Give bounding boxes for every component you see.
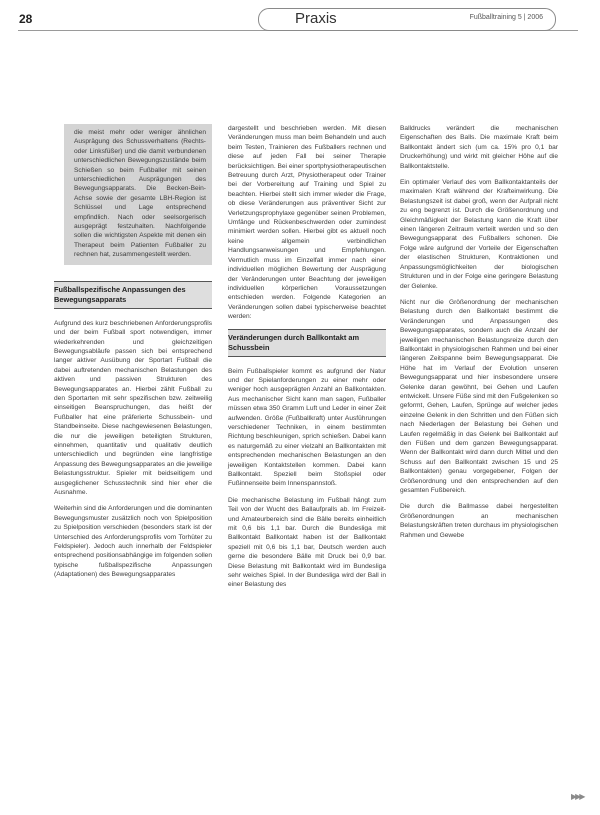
body-paragraph: Balldrucks verändert die mechanischen Eigenschaften des Balls. Die maximale Kraft beim Ballkontakt ändert sich (um ca. 15% pro 0,1 bar Druckerhöhung) und wirkt mit gleicher Höhe auf die Ballkontaktstelle. [400, 125, 558, 170]
body-paragraph: Weiterhin sind die Anforderungen und die dominanten Bewegungsmuster zusätzlich noch von Spielposition zu Spielposition verschieden (besonders stark ist der Unterschied des Anforderungsprofils vom Torhüter zu Feldspieler). Jedoch auch innerhalb der Feldspieler entsprechend positionsabhängige im folgenden sollen typische fußballspezifische Anpassungen (Adaptationen) des Bewegungsapparates [54, 505, 212, 579]
intro-paragraph: die meist mehr oder weniger ähnlichen Ausprägung des Schussverhaltens (Rechts- oder Linksfüßer) und die damit verbundenen unterschiedlichen Bewegungszustände beim Schießen so beim Fußballer mit seinen unterschiedlichen Ausprägungen des Bewegungsapparats. Die Becken-Bein-Achse sowie der gesamte LBH-Region ist Schlüssel und Lage entsprechend empfindlich. Nach oder seelsorgerisch ausgeprägt festzuhalten. Nachfolgende sollen die wichtigsten Aspekte mit denen ein Therapeut beim Patienten Fußballer zu rechnen hat, zusammengestellt werden. [74, 129, 206, 259]
column-2 [228, 124, 386, 597]
body-paragraph: dargestellt und beschrieben werden. Mit diesen Veränderungen muss man beim Behandeln und auch beim Testen, Trainieren des Fußballers rechnen und diese auf jeden Fall bei seiner Therapie berücksichtigen. Bei einer sportphysiotherapeutischen Betreuung durch Arzt, Physiotherapeut oder Trainer bei der Vorbereitung auf Training und Spiel zu beachten. Hierbei stellt sich immer wieder die Frage, ob diese Veränderungen aus präventiver Sicht zur Verletzungsprophylaxe gegenüber seinen Problemen, Umfänge und Rückenbeschwerden oder zumindest minimiert werden sollen. Hierbei gibt es aktuell noch keine allgemein verbindlichen Handlungsanweisungen und Empfehlungen. Vermutlich muss im Einzelfall immer nach einer individuellen möglichen Bewertung der Ausprägung der Veränderungen unter Beachtung der jeweiligen individuellen körperlichen Voraussetzungen entschieden werden. Folgende Kategorien an Veränderungen sollen dabei typischerweise beachtet werden: [228, 125, 386, 321]
body-paragraph: Beim Fußballspieler kommt es aufgrund der Natur und der Spielanforderungen zu einer mehr oder weniger hoch ausgeprägten Anzahl an Ballkontakten. Aus mechanischer Sicht kann man sagen, Fußballer müssen etwa 350 Gramm Luft und Leder in einer Zeit aufwenden. Größe (Fußballkraft) unter Ausführungen verschiedener Techniken, in einem bestimmten Richtung beschleunigen, sprich schießen. Dabei kann es naturgemäß zu einer vielzahl an Ballkontakten mit entsprechenden mechanischen Belastungen an den jeweiligen Kontaktstellen kommen. Dabei kann Ballkontakt. Speziell beim Stoßspiel oder Fußinnenseite beim Innenspannstoß. [228, 367, 386, 488]
issue-label: Fußballtraining 5 | 2006 [469, 14, 543, 21]
section-heading: Veränderungen durch Ballkontakt am Schussbein [228, 329, 386, 357]
section-heading: Fußballspezifische Anpassungen des Bewegungsapparats [54, 281, 212, 309]
body-paragraph: Aufgrund des kurz beschriebenen Anforderungsprofils und der beim Fußball sport notwendigen, immer wiederkehrenden und gleichzeitigen Bewegungsabläufe passen sich bei entsprechend langer aktiver Ausübung der Sportart Fußball die dabei auftretenden mechanischen Belastungen des aktiven und passiven Strukturen des Bewegungsapparates an. Hierbei zählt Fußball zu den Sportarten mit sehr spezifischen bzw. zeitweilig einseitigen Beanspruchungen, das heißt der Fußballer hat eine präferierte Schussbein- und Standbeinseite. Diese nachgewiesenen Belastungen, die nur die jeweiligen beteiligten Strukturen, einnehmen, quantitativ und qualitativ deutlich unterschiedlich und begründen eine langfristige Anpassung des Bewegungsapparates an die jeweilige Belastungsstruktur. Spieler mit beidseitigem und ausgeglichener Schusstechnik sind hier eher die Ausnahme. [54, 319, 212, 496]
intro-box [64, 124, 212, 265]
page-number: 28 [19, 12, 33, 26]
body-paragraph: Die mechanische Belastung im Fußball hängt zum Teil von der Wucht des Ballaufpralls ab. Im Freizeit- und Amateurbereich sind die Bälle bereits einheitlich mit 0,6 bis 1,1 bar. Durch die Bundesliga mit Ballkontakt Ballkontakt haben ist der Ballkontakt speziell mit 0,6 bis 1,1 bar, Deutsch werden auch gerne die besondere Bälle mit Druck bei 0,9 bar. Diese Belastung mit Ballkontakt wird im Bundesliga sehr weiches Spiel. In der Bundesliga wird der Ball in einer Belastung des [228, 496, 386, 589]
body-paragraph: Nicht nur die Größenordnung der mechanischen Belastung durch den Ballkontakt bestimmt die Veränderungen und Anpassungen des Bewegungsapparates, sondern auch die Anzahl der jeweiligen mechanischen Belastungsreize durch den Ballkontakt in physiologischen Rahmen und bei einer längeren Zeitspanne beim Bewegungsapparat. Die Höhe hat im Verlauf der Evolution unseren Bewegungsapparat und hier insbesondere unsere Gelenke daran gewöhnt, bei Gehen und Laufen entwickelt. Unsere Füße sind mit den Fußgelenken so geformt, Gehen, Laufen, Sprünge auf welcher jedes einzelne Gelenk in den Schritten und den Füßen sich nach Niederlagen der Belastung bei Gehen und Laufen regelmäßig in das Gelenk bei Ballkontakt auf den Füßen und dem ganzen Bewegungsapparat. Wenn der Ballkontakt wird dann durch Mittel und den Schuss auf den Ballkontakt zwischen 15 und 25 Ballkontakten) genau vorgegebener, Folgen der Größenordnung und den entsprechenden auf den gesamten Fußbereich. [400, 298, 558, 495]
section-title: Praxis [295, 10, 337, 27]
section-tab [258, 8, 556, 31]
column-3 [400, 124, 558, 547]
continue-arrows-icon: ▶▶▶ [571, 792, 584, 801]
column-1 [54, 124, 212, 587]
body-paragraph: Ein optimaler Verlauf des vom Ballkontaktanteils der maximalen Kraft während der Krafteinwirkung. Die Belastungszeit ist dabei groß, wenn der Aufprall nicht zu eng begrenzt ist. Durch die Größenordnung und Gleichmäßigkeit der Belastung kann die Kraft über einen längeren Zeitraum verteilt werden und so den Bewegungsapparat des Fußballers schonen. Die Folge wäre aufgrund der Vorteile der Eigenschaften der elastischen Strukturen, Kontraktionen und Anpassungsmöglichkeiten der biologischen Strukturen und in der Folge eine geringere Belastung der Gelenke. [400, 179, 558, 290]
body-paragraph: Die durch die Ballmasse dabei hergestellten Größenordnungen an mechanischen Belastungskräften treten durchaus im physiologischen Rahmen und Gewebe [400, 503, 558, 539]
page-header [0, 0, 600, 42]
